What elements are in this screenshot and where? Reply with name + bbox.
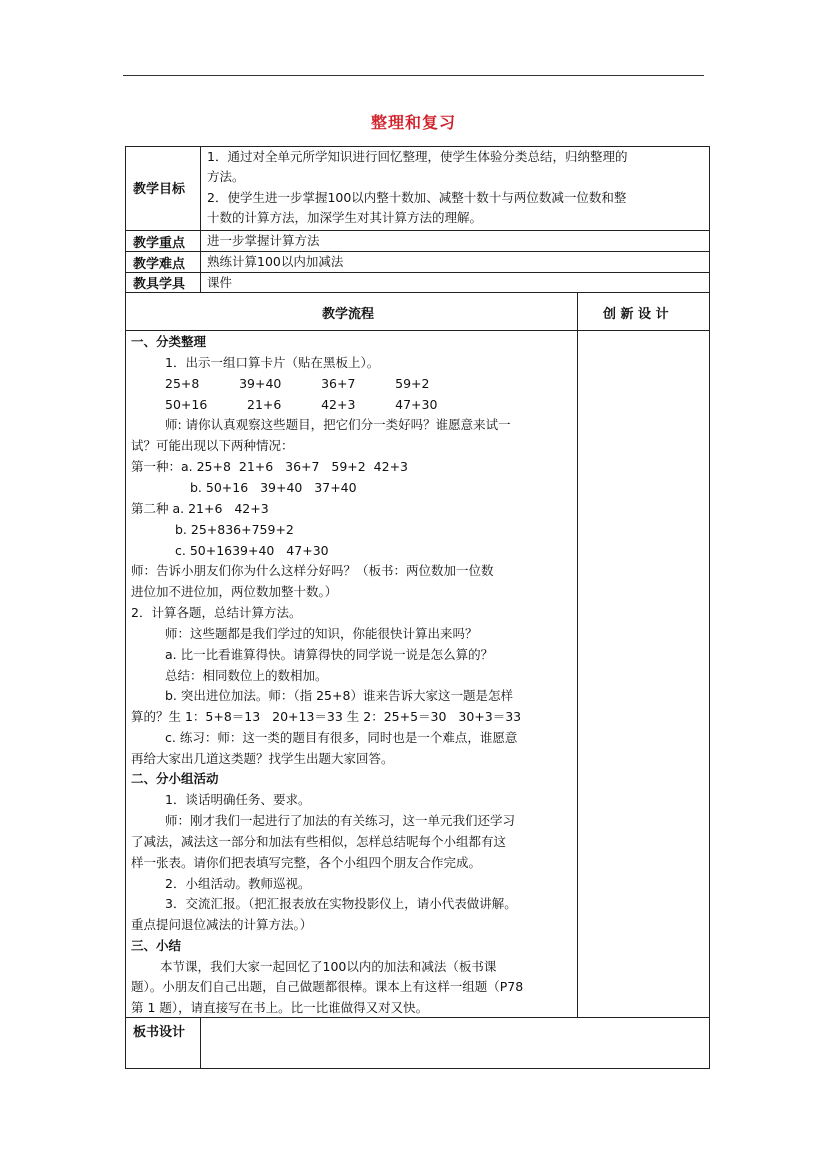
board-design-label: 板书设计 <box>133 1025 186 1040</box>
header-rule <box>123 75 704 76</box>
difficulty-text: 熟练计算100以内加减法 <box>207 254 344 269</box>
tools-label: 教具学具 <box>133 277 186 292</box>
innovation-header: 创 新 设 计 <box>603 307 669 322</box>
table-border-right <box>709 146 710 1068</box>
difficulty-label: 教学难点 <box>133 257 186 272</box>
goal-line: 1．通过对全单元所学知识进行回忆整理，使学生体验分类总结，归纳整理的 <box>207 149 628 164</box>
focus-text: 进一步掌握计算方法 <box>207 233 320 248</box>
flow-line: 第 1 题），请直接写在书上。比一比谁做得又对又快。 <box>131 1000 429 1015</box>
flow-line: 算的？生 1：5+8＝13 20+13＝33 生 2：25+5＝30 30+3＝33 <box>131 709 522 724</box>
goal-line: 十数的计算方法，加深学生对其计算方法的理解。 <box>207 210 483 225</box>
table-column-divider <box>577 292 578 1017</box>
table-label-divider <box>200 146 201 292</box>
flow-line: c. 练习：师：这一类的题目有很多，同时也是一个难点，谁愿意 <box>165 730 518 745</box>
flow-line: 题）。小朋友们自己出题，自己做题都很棒。课本上有这样一组题（P78 <box>131 979 524 994</box>
flow-line: c. 50+1639+40 47+30 <box>175 543 329 558</box>
flow-line: 了减法，减法这一部分和加法有些相似，怎样总结呢每个小组都有这 <box>131 834 507 849</box>
table-label-divider <box>200 1017 201 1068</box>
flow-line: b. 50+16 39+40 37+40 <box>190 480 357 495</box>
document-title: 整理和复习 <box>370 113 456 132</box>
flow-line: 师：告诉小朋友们你为什么这样分好吗？（板书：两位数加一位数 <box>131 563 494 578</box>
flow-line: b. 25+836+759+2 <box>175 522 294 537</box>
flow-line: 试？可能出现以下两种情况： <box>131 438 294 453</box>
flow-header: 教学流程 <box>322 307 375 322</box>
flow-line: 重点提问退位减法的计算方法。） <box>131 917 313 932</box>
flow-line: 再给大家出几道这类题？找学生出题大家回答。 <box>131 751 394 766</box>
flow-line: 进位加不进位加，两位数加整十数。） <box>131 584 338 599</box>
goal-line: 方法。 <box>207 169 245 184</box>
tools-text: 课件 <box>207 275 233 290</box>
flow-line: 本节课，我们大家一起回忆了100以内的加法和减法（板书课 <box>160 959 497 974</box>
flow-line: a. 比一比看谁算得快。请算得快的同学说一说是怎么算的？ <box>165 647 494 662</box>
flow-line: 第一种：a. 25+8 21+6 36+7 59+2 42+3 <box>131 459 409 474</box>
flow-line: 1．谈话明确任务、要求。 <box>165 792 311 807</box>
section-heading: 二、分小组活动 <box>131 771 219 786</box>
flow-line: 总结：相同数位上的数相加。 <box>165 668 328 683</box>
flow-line: 25+8 39+40 36+7 59+2 <box>165 376 430 391</box>
flow-line: 样一张表。请你们把表填写完整，各个小组四个朋友合作完成。 <box>131 855 482 870</box>
flow-line: 师: 请你认真观察这些题目，把它们分一类好吗？谁愿意来试一 <box>165 417 511 432</box>
focus-label: 教学重点 <box>133 236 186 251</box>
flow-line: 师：这些题都是我们学过的知识，你能很快计算出来吗？ <box>165 626 478 641</box>
flow-line: 50+16 21+6 42+3 47+30 <box>165 397 438 412</box>
flow-line: 第二种 a. 21+6 42+3 <box>131 501 269 516</box>
section-heading: 一、分类整理 <box>131 334 207 349</box>
flow-line: 2．小组活动。教师巡视。 <box>165 876 311 891</box>
section-heading: 三、小结 <box>131 938 182 953</box>
table-border-bottom <box>125 1068 710 1069</box>
flow-line: b. 突出进位加法。师：（指 25+8）谁来告诉大家这一题是怎样 <box>165 688 513 703</box>
flow-line: 师：刚才我们一起进行了加法的有关练习，这一单元我们还学习 <box>165 813 516 828</box>
goal-line: 2．使学生进一步掌握100以内整十数加、减整十数十与两位数减一位数和整 <box>207 190 627 205</box>
flow-line: 3．交流汇报。（把汇报表放在实物投影仪上，请小代表做讲解。 <box>165 896 517 911</box>
goal-label: 教学目标 <box>133 182 186 197</box>
flow-line: 1．出示一组口算卡片（贴在黑板上）。 <box>165 355 380 370</box>
table-border-left <box>125 146 126 1068</box>
flow-line: 2．计算各题，总结计算方法。 <box>131 605 302 620</box>
table-rule <box>125 330 710 331</box>
